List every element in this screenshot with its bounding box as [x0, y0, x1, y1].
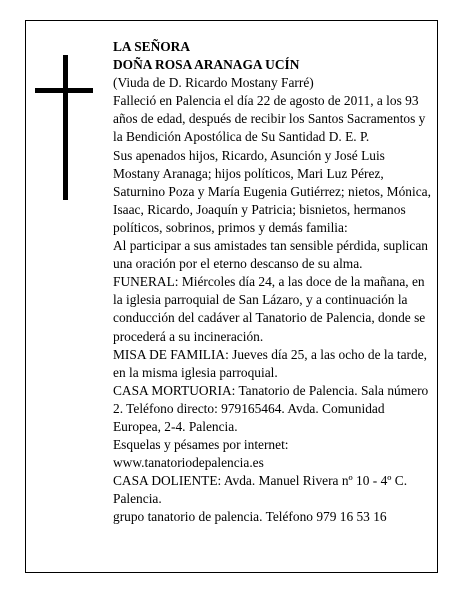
death-paragraph: Falleció en Palencia el día 22 de agosto de 2011, a los 93 años de edad, después de recibir los Santos Sacramentos y la Bendición Apostólica de Su Santidad D. E. P.	[113, 93, 426, 145]
footer-line: grupo tanatorio de palencia. Teléfono 979 16 53 16	[113, 509, 387, 525]
widow-of: (Viuda de D. Ricardo Mostany Farré)	[113, 75, 314, 91]
family-paragraph: Sus apenados hijos, Ricardo, Asunción y José Luis Mostany Aranaga; hijos políticos, Mari Luz Pérez, Saturnino Poza y María Eugenia Gutiérrez; nietos, Mónica, Isaac, Ricardo, Joaquín y Patricia; bisnietos, hermanos políticos, sobrinos, primos y demás familia:	[113, 147, 431, 235]
website-link[interactable]: www.tanatoriodepalencia.es	[113, 455, 264, 471]
funeral-paragraph: FUNERAL: Miércoles día 24, a las doce de la mañana, en la iglesia parroquial de San Lázaro, y a continuación la conducción del cadáver al Tanatorio de Palencia, donde se procederá a su incineración.	[113, 274, 426, 344]
obituary-text	[113, 38, 431, 527]
family-mass-paragraph: MISA DE FAMILIA: Jueves día 25, a las ocho de la tarde, en la misma iglesia parroquial.	[113, 346, 427, 380]
notice-title-1: LA SEÑORA	[113, 39, 191, 54]
internet-label: Esquelas y pésames por internet:	[113, 437, 289, 453]
mortuary-paragraph: CASA MORTUORIA: Tanatorio de Palencia. Sala número 2. Teléfono directo: 979165464. Avda. Comunidad Europea, 2-4. Palencia.	[113, 382, 429, 434]
cross-horizontal-bar	[35, 88, 93, 93]
request-paragraph: Al participar a sus amistades tan sensible pérdida, suplican una oración por el eterno descanso de su alma.	[113, 238, 428, 272]
cross-icon	[35, 55, 93, 200]
cross-vertical-bar	[63, 55, 68, 200]
deceased-name: DOÑA ROSA ARANAGA UCÍN	[113, 57, 300, 73]
mourning-house-paragraph: CASA DOLIENTE: Avda. Manuel Rivera nº 10 - 4º C. Palencia.	[113, 473, 408, 507]
